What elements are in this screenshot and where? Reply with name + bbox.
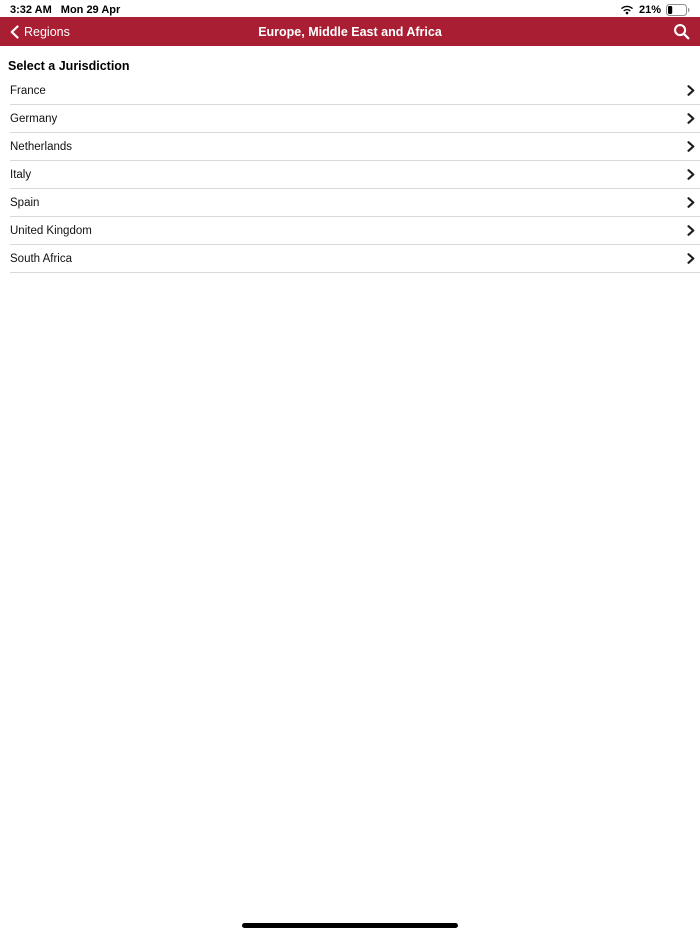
status-left xyxy=(10,4,120,16)
jurisdiction-label: South Africa xyxy=(10,252,73,265)
jurisdiction-label: Germany xyxy=(10,112,58,125)
main-content xyxy=(0,46,700,934)
jurisdiction-row[interactable] xyxy=(10,217,700,245)
chevron-right-icon xyxy=(687,85,695,96)
jurisdiction-label: Netherlands xyxy=(10,140,73,153)
jurisdiction-row[interactable] xyxy=(10,161,700,189)
status-date: Mon 29 Apr xyxy=(60,3,121,16)
chevron-right-icon xyxy=(687,113,695,124)
search-button[interactable] xyxy=(673,23,690,40)
back-button[interactable] xyxy=(10,25,70,39)
status-bar xyxy=(0,0,700,17)
wifi-icon xyxy=(620,4,634,15)
jurisdiction-row[interactable] xyxy=(10,189,700,217)
chevron-right-icon xyxy=(687,253,695,264)
jurisdiction-label: United Kingdom xyxy=(10,224,92,237)
jurisdiction-row[interactable] xyxy=(10,105,700,133)
back-button-label: Regions xyxy=(24,24,70,39)
jurisdiction-label: France xyxy=(10,84,46,97)
nav-bar xyxy=(0,17,700,46)
chevron-right-icon xyxy=(687,225,695,236)
status-right xyxy=(620,4,690,16)
home-indicator[interactable] xyxy=(242,923,458,928)
battery-icon xyxy=(666,4,690,16)
chevron-right-icon xyxy=(687,169,695,180)
jurisdiction-list xyxy=(10,77,700,273)
jurisdiction-row[interactable] xyxy=(10,245,700,273)
jurisdiction-row[interactable] xyxy=(10,133,700,161)
jurisdiction-label: Spain xyxy=(10,196,40,209)
chevron-left-icon xyxy=(10,25,19,39)
section-header: Select a Jurisdiction xyxy=(8,59,130,73)
jurisdiction-row[interactable] xyxy=(10,77,700,105)
page-title: Europe, Middle East and Africa xyxy=(258,24,442,39)
battery-percent: 21% xyxy=(638,3,661,16)
chevron-right-icon xyxy=(687,141,695,152)
chevron-right-icon xyxy=(687,197,695,208)
jurisdiction-label: Italy xyxy=(10,168,32,181)
status-time: 3:32 AM xyxy=(10,3,52,16)
